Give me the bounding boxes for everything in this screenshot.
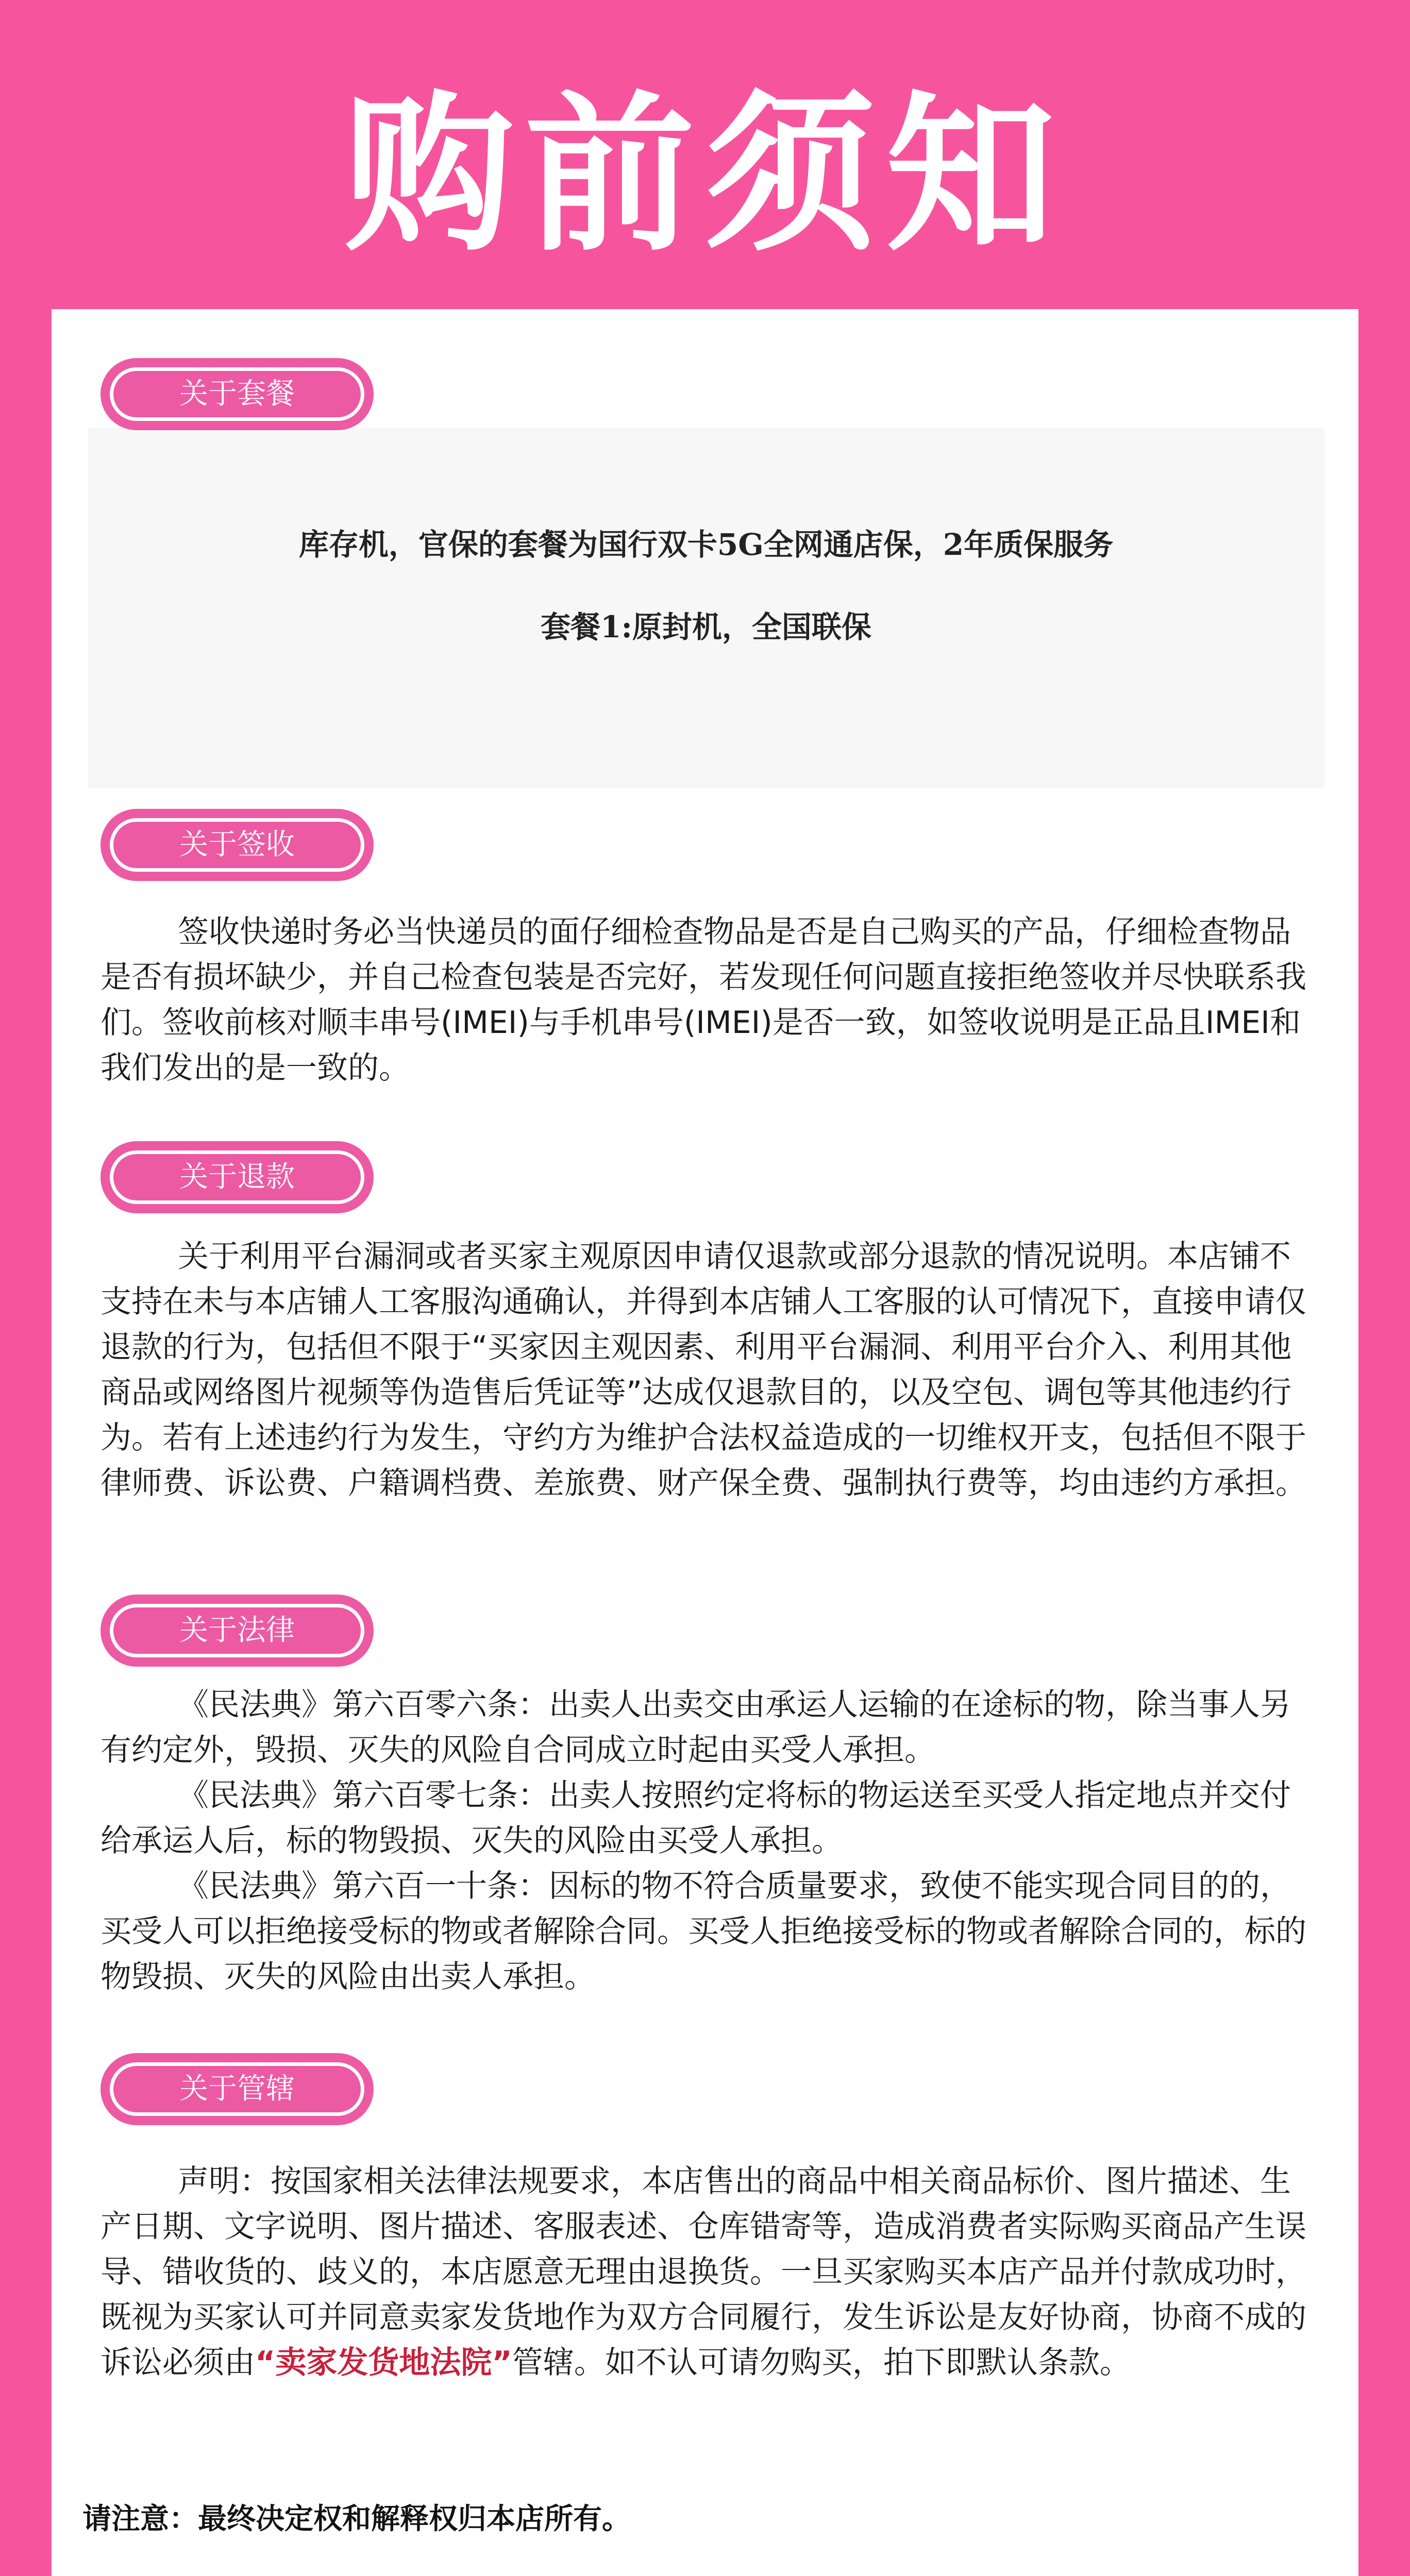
jurisdiction-text-before: 声明：按国家相关法律法规要求，本店售出的商品中相关商品标价、图片描述、生产日期、文字说明、图片描述、客服表述、仓库错寄等，造成消费者实际购买商品产生误导、错收货的、歧义的，本店愿意无理由退换货。一旦买家购买本店产品并付款成功时，既视为买家认可并同意卖家发货地作为双方合同履行，发生诉讼是友好协商，协商不成的诉讼必须由: [100, 2163, 1306, 2381]
section-label-refund: [100, 1141, 374, 1213]
footer-note: 请注意：最终决定权和解释权归本店所有。: [82, 2502, 631, 2536]
page-title: 购前须知: [344, 76, 1066, 274]
jurisdiction-highlight: “卖家发货地法院”: [255, 2345, 512, 2381]
section-label-jurisdiction-text: 关于管辖: [179, 2072, 295, 2106]
package-line-2: 套餐1:原封机，全国联保: [541, 609, 871, 645]
refund-text: 关于利用平台漏洞或者买家主观原因申请仅退款或部分退款的情况说明。本店铺不支持在未与本店铺人工客服沟通确认，并得到本店铺人工客服的认可情况下，直接申请仅退款的行为，包括但不限于“买家因主观因素、利用平台漏洞、利用平台介入、利用其他商品或网络图片视频等伪造售后凭证等”达成仅退款目的，以及空包、调包等其他违约行为。若有上述违约行为发生，守约方为维护合法权益造成的一切维权开支，包括但不限于律师费、诉讼费、户籍调档费、差旅费、财产保全费、强制执行费等，均由违约方承担。: [100, 1239, 1306, 1501]
jurisdiction-text-after: 管辖。如不认可请勿购买，拍下即默认条款。: [512, 2345, 1131, 2381]
section-label-package: [100, 358, 374, 430]
section-label-law: [100, 1595, 374, 1667]
law-article-1: 《民法典》第六百零六条：出卖人出卖交由承运人运输的在途标的物，除当事人另有约定外，毁损、灭失的风险自合同成立时起由买受人承担。: [100, 1687, 1291, 1768]
package-line-1: 库存机，官保的套餐为国行双卡5G全网通店保，2年质保服务: [298, 527, 1114, 562]
jurisdiction-text: [100, 2159, 1312, 2385]
section-label-law-text: 关于法律: [179, 1614, 295, 1647]
law-article-3: 《民法典》第六百一十条：因标的物不符合质量要求，致使不能实现合同目的的，买受人可以拒绝接受标的物或者解除合同。买受人拒绝接受标的物或者解除合同的，标的物毁损、灭失的风险由出卖人承担。: [100, 1868, 1306, 1995]
signing-text: 签收快递时务必当快递员的面仔细检查物品是否是自己购买的产品，仔细检查物品是否有损坏缺少，并自己检查包装是否完好，若发现任何问题直接拒绝签收并尽快联系我们。签收前核对顺丰串号(IMEI)与手机串号(IMEI)是否一致，如签收说明是正品且IMEI和我们发出的是一致的。: [100, 914, 1306, 1086]
section-label-package-text: 关于套餐: [179, 377, 295, 411]
section-label-signing-text: 关于签收: [179, 828, 295, 861]
law-article-2: 《民法典》第六百零七条：出卖人按照约定将标的物运送至买受人指定地点并交付给承运人后，标的物毁损、灭失的风险由买受人承担。: [100, 1777, 1291, 1859]
content-card: [52, 309, 1358, 2576]
section-label-refund-text: 关于退款: [179, 1160, 295, 1194]
section-label-jurisdiction: [100, 2053, 374, 2125]
section-label-signing: [100, 809, 374, 881]
